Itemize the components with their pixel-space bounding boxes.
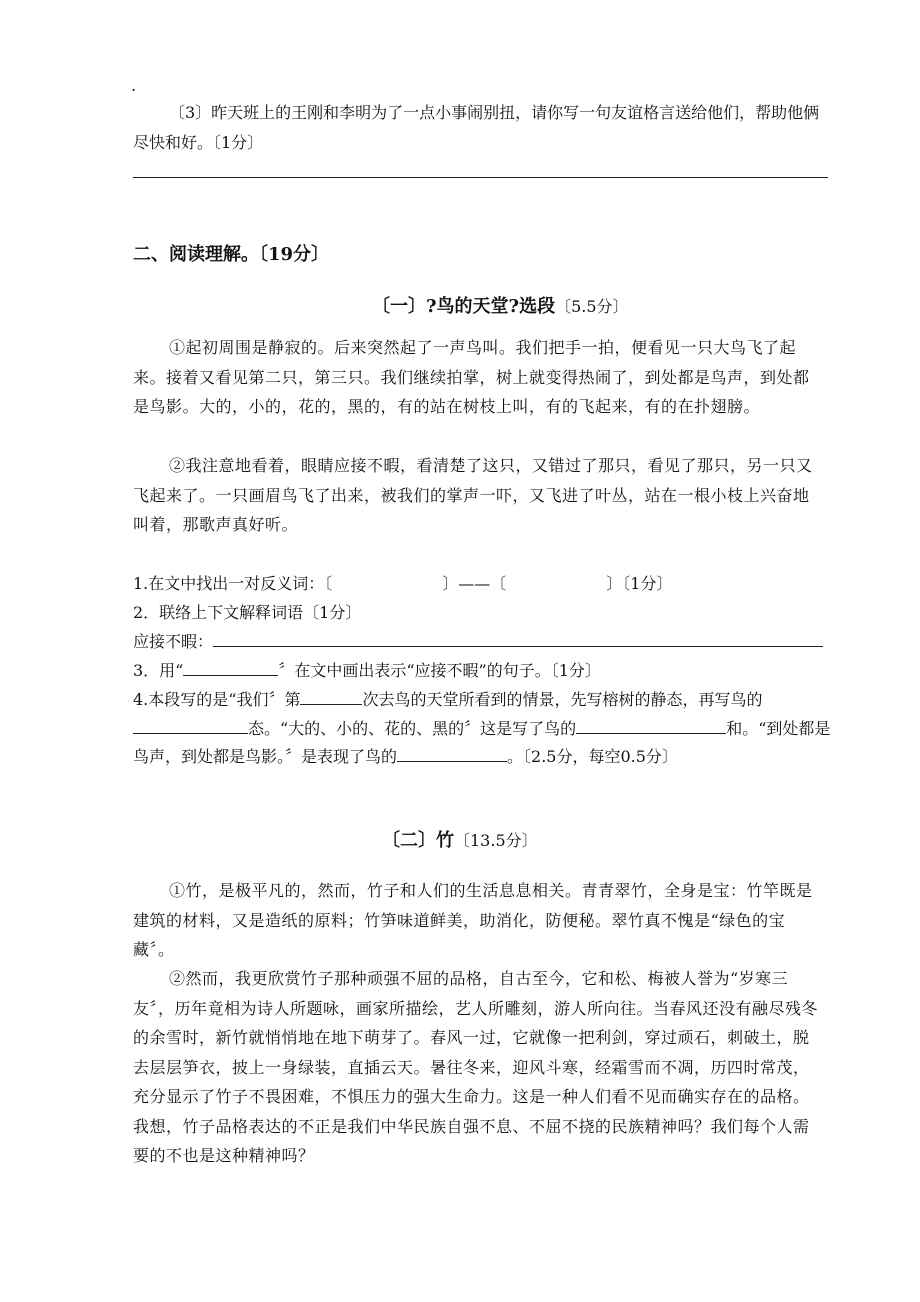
answer-line[interactable] <box>133 177 828 178</box>
question-3 <box>133 657 833 686</box>
page-mark: . <box>131 76 137 95</box>
q4-blank-1[interactable] <box>300 686 362 705</box>
q4-blank-4[interactable] <box>397 743 507 762</box>
part2-title: 〔二〕竹 <box>382 830 454 851</box>
part1-heading <box>372 292 629 318</box>
q4-text-a: 4.本段写的是“我们〞第 <box>133 690 301 709</box>
q4-blank-3[interactable] <box>576 715 726 734</box>
q4-text-c: 态。“大的、小的、花的、黑的〞这是写了鸟的 <box>248 718 577 738</box>
q4-text-e: 。“到处都是鸟声，到处都是鸟影。〞是表现了鸟的 <box>133 718 831 766</box>
part2-heading <box>382 826 538 852</box>
q2-label: 应接不暇： <box>133 632 214 651</box>
q3-blank[interactable] <box>183 657 278 676</box>
q4-text-b: 次去鸟的天堂所看到的情景，先写榕树的静态，再写鸟的 <box>362 690 763 709</box>
part2-paragraph-2: ②然而，我更欣赏竹子那种顽强不屈的品格，自古至今，它和松、梅被人誉为“岁寒三友〞，历年竟相为诗人所题咏，画家所描绘，艺人所雕刻，游人所向往。当春风还没有融尽残冬的余雪时，新竹就悄悄地在地下萌芽了。春风一过，它就像一把利剑，穿过顽石，刺破土，脱去层层笋衣，披上一身绿装，直插云天。暑往冬来，迎风斗寒，经霜雪而不凋，历四时常茂，充分显示了竹子不畏困难，不惧压力的强大生命力。这是一种人们看不见而确实存在的品格。我想，竹子品格表达的不正是我们中华民族自强不息、不屈不挠的民族精神吗？我们每个人需要的不也是这种精神吗？ <box>133 969 819 1165</box>
q1-text-b: 〕——〔 <box>442 574 507 593</box>
part1-title: 〔一〕?鸟的天堂?选段 <box>372 296 556 317</box>
q4-text-d: 和 <box>726 718 743 738</box>
q1-text-a: 1.在文中找出一对反义词：〔 <box>133 574 333 593</box>
q3-text-b: 〞在文中画出表示“应接不暇”的句子。〔1分〕 <box>278 661 601 680</box>
q4-blank-2[interactable] <box>133 715 248 734</box>
friendship-motto-question: 〔3〕昨天班上的王刚和李明为了一点小事闹别扭，请你写一句友谊格言送给他们，帮助他俩尽快和好。〔1分〕 <box>133 103 820 152</box>
q3-text-a: 3．用“ <box>133 661 184 680</box>
question-4 <box>133 686 833 772</box>
question-2-answer-row <box>133 628 833 657</box>
q1-text-c: 〕〔1分〕 <box>606 574 673 593</box>
part2-paragraph-1: ①竹，是极平凡的，然而，竹子和人们的生活息息相关。青青翠竹，全身是宝：竹竿既是建筑的材料，又是造纸的原料；竹笋味道鲜美，助消化，防便秘。翠竹真不愧是“绿色的宝藏〞。 <box>133 881 813 959</box>
q2-answer-line[interactable] <box>213 628 823 647</box>
question-1 <box>133 570 833 599</box>
question-2: 2．联络上下文解释词语〔1分〕 <box>133 603 362 622</box>
q4-text-f: 。〔2.5分，每空0.5分〕 <box>507 747 678 766</box>
section-title: 二、阅读理解。〔19分〕 <box>133 244 330 265</box>
part2-points: 〔13.5分〕 <box>454 831 538 850</box>
part1-points: 〔5.5分〕 <box>555 297 629 316</box>
part1-paragraph-1: ①起初周围是静寂的。后来突然起了一声鸟叫。我们把手一拍，便看见一只大鸟飞了起来。接着又看见第二只，第三只。我们继续拍掌，树上就变得热闹了，到处都是鸟声，到处都是鸟影。大的，小的，花的，黑的，有的站在树枝上叫，有的飞起来，有的在扑翅膀。 <box>133 338 810 416</box>
part1-paragraph-2: ②我注意地看着，眼睛应接不暇，看清楚了这只，又错过了那只，看见了那只，另一只又飞起来了。一只画眉鸟飞了出来，被我们的掌声一吓，又飞进了叶丛，站在一根小枝上兴奋地叫着，那歌声真好听。 <box>133 456 813 534</box>
